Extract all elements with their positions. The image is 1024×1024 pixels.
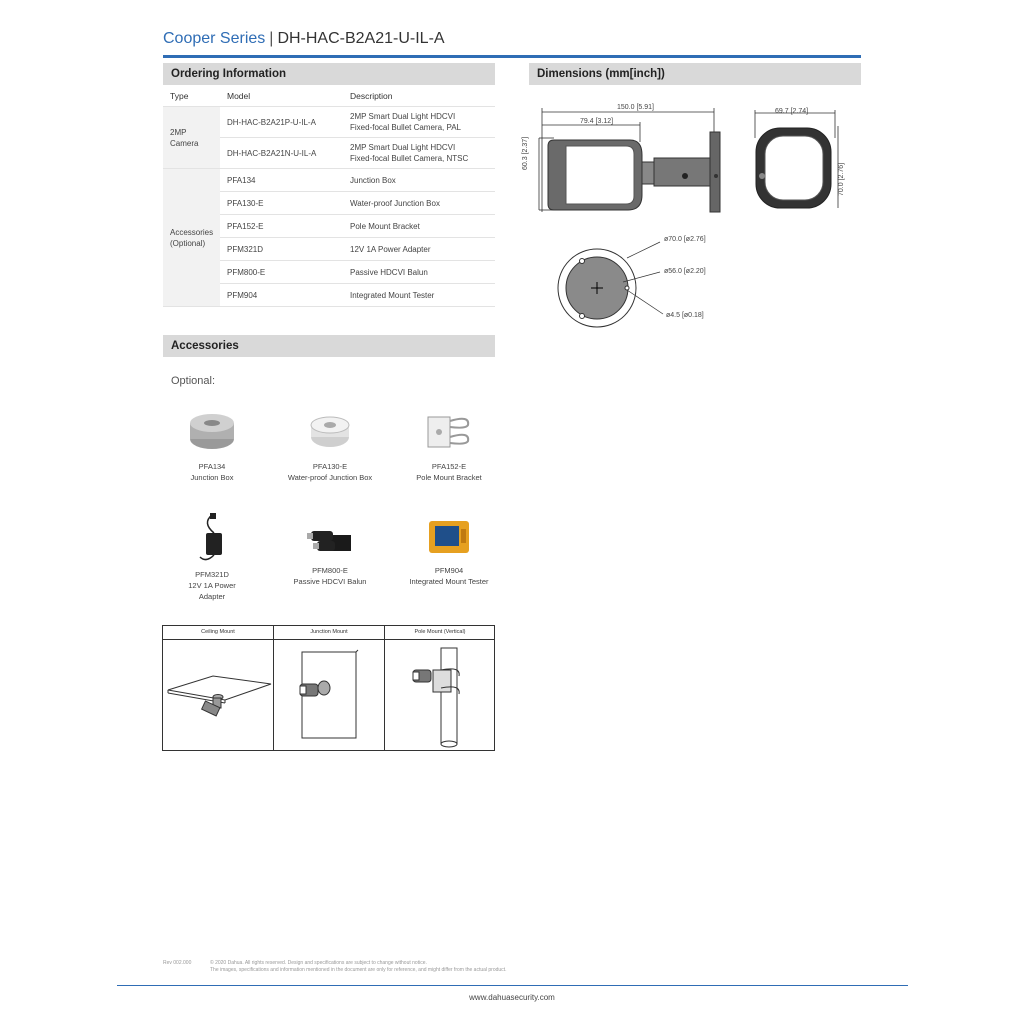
accessory-desc: 12V 1A Power Adapter bbox=[188, 581, 236, 601]
accessory-name: PFM321D bbox=[195, 570, 229, 579]
camera-front-view bbox=[750, 108, 845, 218]
optional-label: Optional: bbox=[171, 375, 216, 387]
ordering-table bbox=[163, 86, 495, 307]
accessory-name: PFM904 bbox=[434, 566, 464, 575]
cell-desc: Integrated Mount Tester bbox=[343, 284, 495, 307]
accessory-pfa134 bbox=[172, 405, 252, 483]
footer-copyright: © 2020 Dahua. All rights reserved. Design and specifications are subject to change without notice. bbox=[210, 960, 427, 966]
mount-label: Ceiling Mount bbox=[163, 626, 273, 640]
cell-desc: 2MP Smart Dual Light HDCVI Fixed-focal Bullet Camera, PAL bbox=[343, 107, 495, 138]
cell-model: PFM904 bbox=[220, 284, 343, 307]
dim-height-front: 70.0 [2.76] bbox=[838, 162, 845, 196]
mount-label: Junction Mount bbox=[274, 626, 384, 640]
cell-desc: Pole Mount Bracket bbox=[343, 215, 495, 238]
dim-base-outer: ø70.0 [ø2.76] bbox=[664, 236, 706, 243]
cell-model: PFA130-E bbox=[220, 192, 343, 215]
footer-rev: Rev 002.000 bbox=[163, 960, 192, 966]
header-rule bbox=[163, 55, 861, 58]
accessory-name: PFA134 bbox=[198, 462, 226, 471]
cell-model: PFM321D bbox=[220, 238, 343, 261]
pole-mount-bracket-image bbox=[404, 405, 494, 457]
mount-junction bbox=[274, 626, 385, 750]
footer-disclaimer: The images, specifications and information mentioned in the document are only for reference, and might differ from the actual product. bbox=[210, 967, 507, 973]
type-accessories: Accessories (Optional) bbox=[163, 169, 220, 307]
table-header-row bbox=[163, 86, 495, 107]
camera-side-view bbox=[530, 100, 730, 215]
accessory-name: PFM800-E bbox=[312, 566, 348, 575]
cell-model: PFA152-E bbox=[220, 215, 343, 238]
cell-model: DH-HAC-B2A21P-U-IL-A bbox=[220, 107, 343, 138]
accessory-desc: Integrated Mount Tester bbox=[409, 577, 489, 586]
accessory-pfm904 bbox=[400, 513, 498, 587]
mount-ceiling bbox=[163, 626, 274, 750]
mount-pole bbox=[385, 626, 495, 750]
hdcvi-balun-image bbox=[282, 513, 378, 561]
mount-illustrations bbox=[162, 625, 495, 751]
footer-rule bbox=[117, 985, 908, 986]
ordering-heading: Ordering Information bbox=[163, 63, 495, 85]
cell-model: PFA134 bbox=[220, 169, 343, 192]
junction-mount-image bbox=[274, 640, 384, 750]
accessory-name: PFA130-E bbox=[312, 462, 348, 471]
junction-box-image bbox=[172, 405, 252, 457]
page-title bbox=[163, 30, 445, 48]
dim-length-total: 150.0 [5.91] bbox=[617, 104, 654, 111]
accessory-desc: Junction Box bbox=[190, 473, 234, 482]
dim-hole: ø4.5 [ø0.18] bbox=[666, 312, 704, 319]
accessory-name: PFA152-E bbox=[431, 462, 467, 471]
accessories-heading: Accessories bbox=[163, 335, 495, 357]
col-type: Type bbox=[163, 86, 220, 107]
accessory-pfa130e bbox=[275, 405, 385, 483]
title-separator: | bbox=[269, 30, 274, 47]
cell-desc: 12V 1A Power Adapter bbox=[343, 238, 495, 261]
waterproof-junction-box-image bbox=[275, 405, 385, 457]
dimensions-heading: Dimensions (mm[inch]) bbox=[529, 63, 861, 85]
pole-mount-image bbox=[385, 640, 495, 750]
cell-model: PFM800-E bbox=[220, 261, 343, 284]
mount-tester-image bbox=[400, 513, 498, 561]
footer-website[interactable]: www.dahuasecurity.com bbox=[469, 993, 555, 1002]
accessory-pfm321d bbox=[177, 513, 247, 602]
table-row bbox=[163, 107, 495, 138]
series-name: Cooper Series bbox=[163, 30, 266, 47]
mount-label: Pole Mount (Vertical) bbox=[385, 626, 495, 640]
table-row bbox=[163, 169, 495, 192]
dim-width-front: 69.7 [2.74] bbox=[775, 108, 809, 115]
cell-desc: Passive HDCVI Balun bbox=[343, 261, 495, 284]
col-model: Model bbox=[220, 86, 343, 107]
model-name: DH-HAC-B2A21-U-IL-A bbox=[277, 30, 445, 47]
dim-length-front: 79.4 [3.12] bbox=[580, 118, 614, 125]
dim-base-inner: ø56.0 [ø2.20] bbox=[664, 268, 706, 275]
accessory-desc: Water-proof Junction Box bbox=[287, 473, 373, 482]
accessory-desc: Passive HDCVI Balun bbox=[293, 577, 367, 586]
accessory-pfa152e bbox=[404, 405, 494, 483]
cell-desc: Water-proof Junction Box bbox=[343, 192, 495, 215]
power-adapter-image bbox=[177, 513, 247, 565]
cell-model: DH-HAC-B2A21N-U-IL-A bbox=[220, 138, 343, 169]
cell-desc: Junction Box bbox=[343, 169, 495, 192]
type-camera: 2MP Camera bbox=[163, 107, 220, 169]
col-description: Description bbox=[343, 86, 495, 107]
accessory-pfm800e bbox=[282, 513, 378, 587]
accessory-desc: Pole Mount Bracket bbox=[416, 473, 482, 482]
cell-desc: 2MP Smart Dual Light HDCVI Fixed-focal Bullet Camera, NTSC bbox=[343, 138, 495, 169]
ceiling-mount-image bbox=[163, 640, 273, 750]
dim-height-side: 60.3 [2.37] bbox=[522, 136, 529, 170]
